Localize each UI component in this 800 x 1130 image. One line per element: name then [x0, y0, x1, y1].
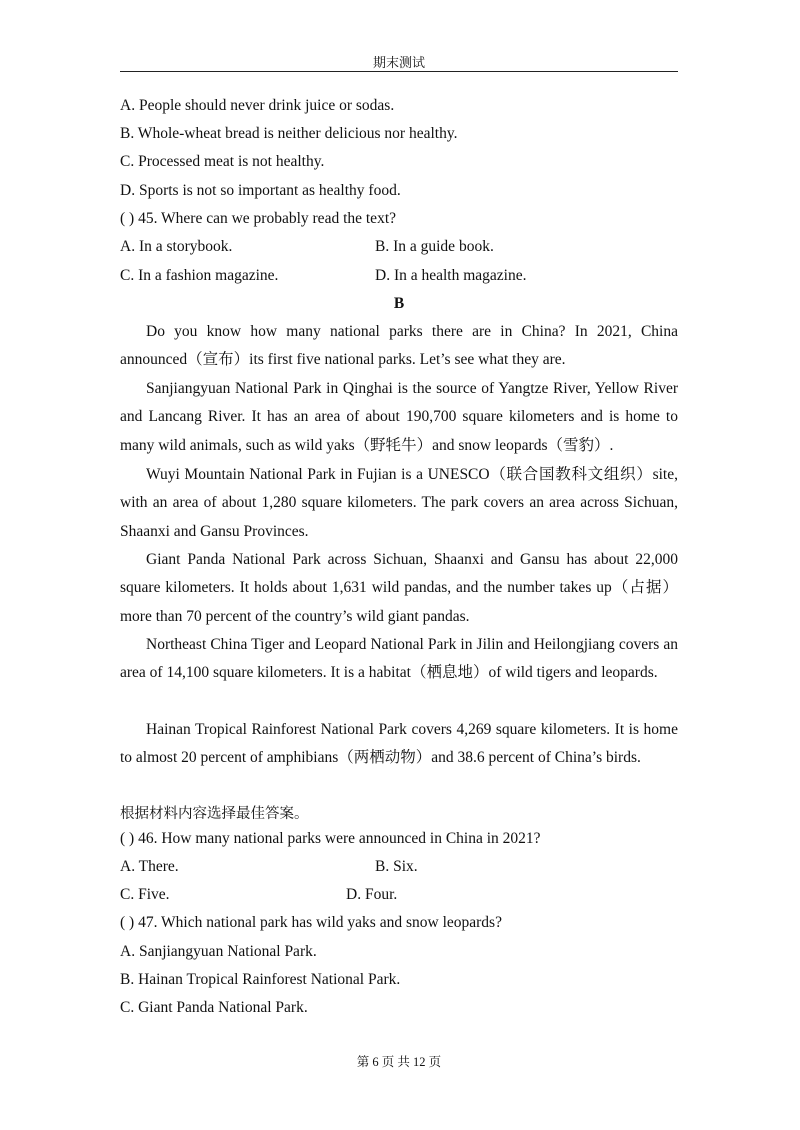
q47-option-c: C. Giant Panda National Park.	[120, 999, 308, 1016]
q46-option-d: D. Four.	[346, 886, 398, 903]
passage-paragraph-6: Hainan Tropical Rainforest National Park covers 4,269 square kilometers. It is home to almost 20 percent of amphibians（两栖动物）and 38.6 percent of China’s birds.	[120, 721, 678, 767]
header-divider	[120, 71, 678, 72]
q44-option-d: D. Sports is not so important as healthy food.	[120, 182, 401, 199]
q44-option-b: B. Whole-wheat bread is neither delicious nor healthy.	[120, 125, 458, 142]
q45-option-a: A. In a storybook.	[120, 238, 233, 255]
instruction-text: 根据材料内容选择最佳答案。	[120, 806, 309, 822]
page-footer-number: 第 6 页 共 12 页	[356, 1055, 442, 1069]
page-header-title: 期末测试	[372, 56, 425, 71]
q45-option-d: D. In a health magazine.	[375, 267, 527, 284]
q46-option-c: C. Five.	[120, 886, 170, 903]
q46-stem: ( ) 46. How many national parks were announced in China in 2021?	[120, 830, 541, 847]
q45-stem: ( ) 45. Where can we probably read the text?	[120, 210, 397, 227]
passage-paragraph-2: Sanjiangyuan National Park in Qinghai is the source of Yangtze River, Yellow River and Lancang River. It has an area of about 190,700 square kilometers and is home to many wild animals, such as wild yaks（野牦牛）and snow leopards（雪豹）.	[120, 380, 678, 454]
q47-option-b: B. Hainan Tropical Rainforest National Park.	[120, 971, 401, 988]
q44-option-a: A. People should never drink juice or sodas.	[120, 97, 395, 114]
passage-paragraph-3: Wuyi Mountain National Park in Fujian is a UNESCO（联合国教科文组织）site, with an area of about 1,280 square kilometers. The park covers an area across Sichuan, Shaanxi and Gansu Provinces.	[120, 466, 678, 540]
q44-option-c: C. Processed meat is not healthy.	[120, 153, 325, 170]
q47-option-a: A. Sanjiangyuan National Park.	[120, 943, 317, 960]
q47-stem: ( ) 47. Which national park has wild yaks and snow leopards?	[120, 914, 502, 931]
q46-option-b: B. Six.	[375, 858, 418, 875]
passage-paragraph-5: Northeast China Tiger and Leopard National Park in Jilin and Heilongjiang covers an area of 14,100 square kilometers. It is a habitat（栖息地）of wild tigers and leopards.	[120, 636, 678, 682]
passage-paragraph-4: Giant Panda National Park across Sichuan, Shaanxi and Gansu has about 22,000 square kilometers. It holds about 1,631 wild pandas, and the number takes up（占据）more than 70 percent of the country’s wild giant pandas.	[120, 551, 678, 625]
passage-paragraph-1: Do you know how many national parks there are in China? In 2021, China announced（宣布）its first five national parks. Let’s see what they are.	[120, 323, 678, 369]
section-b-heading: B	[393, 295, 405, 312]
q46-option-a: A. There.	[120, 858, 179, 875]
q45-option-b: B. In a guide book.	[375, 238, 494, 255]
q45-option-c: C. In a fashion magazine.	[120, 267, 279, 284]
